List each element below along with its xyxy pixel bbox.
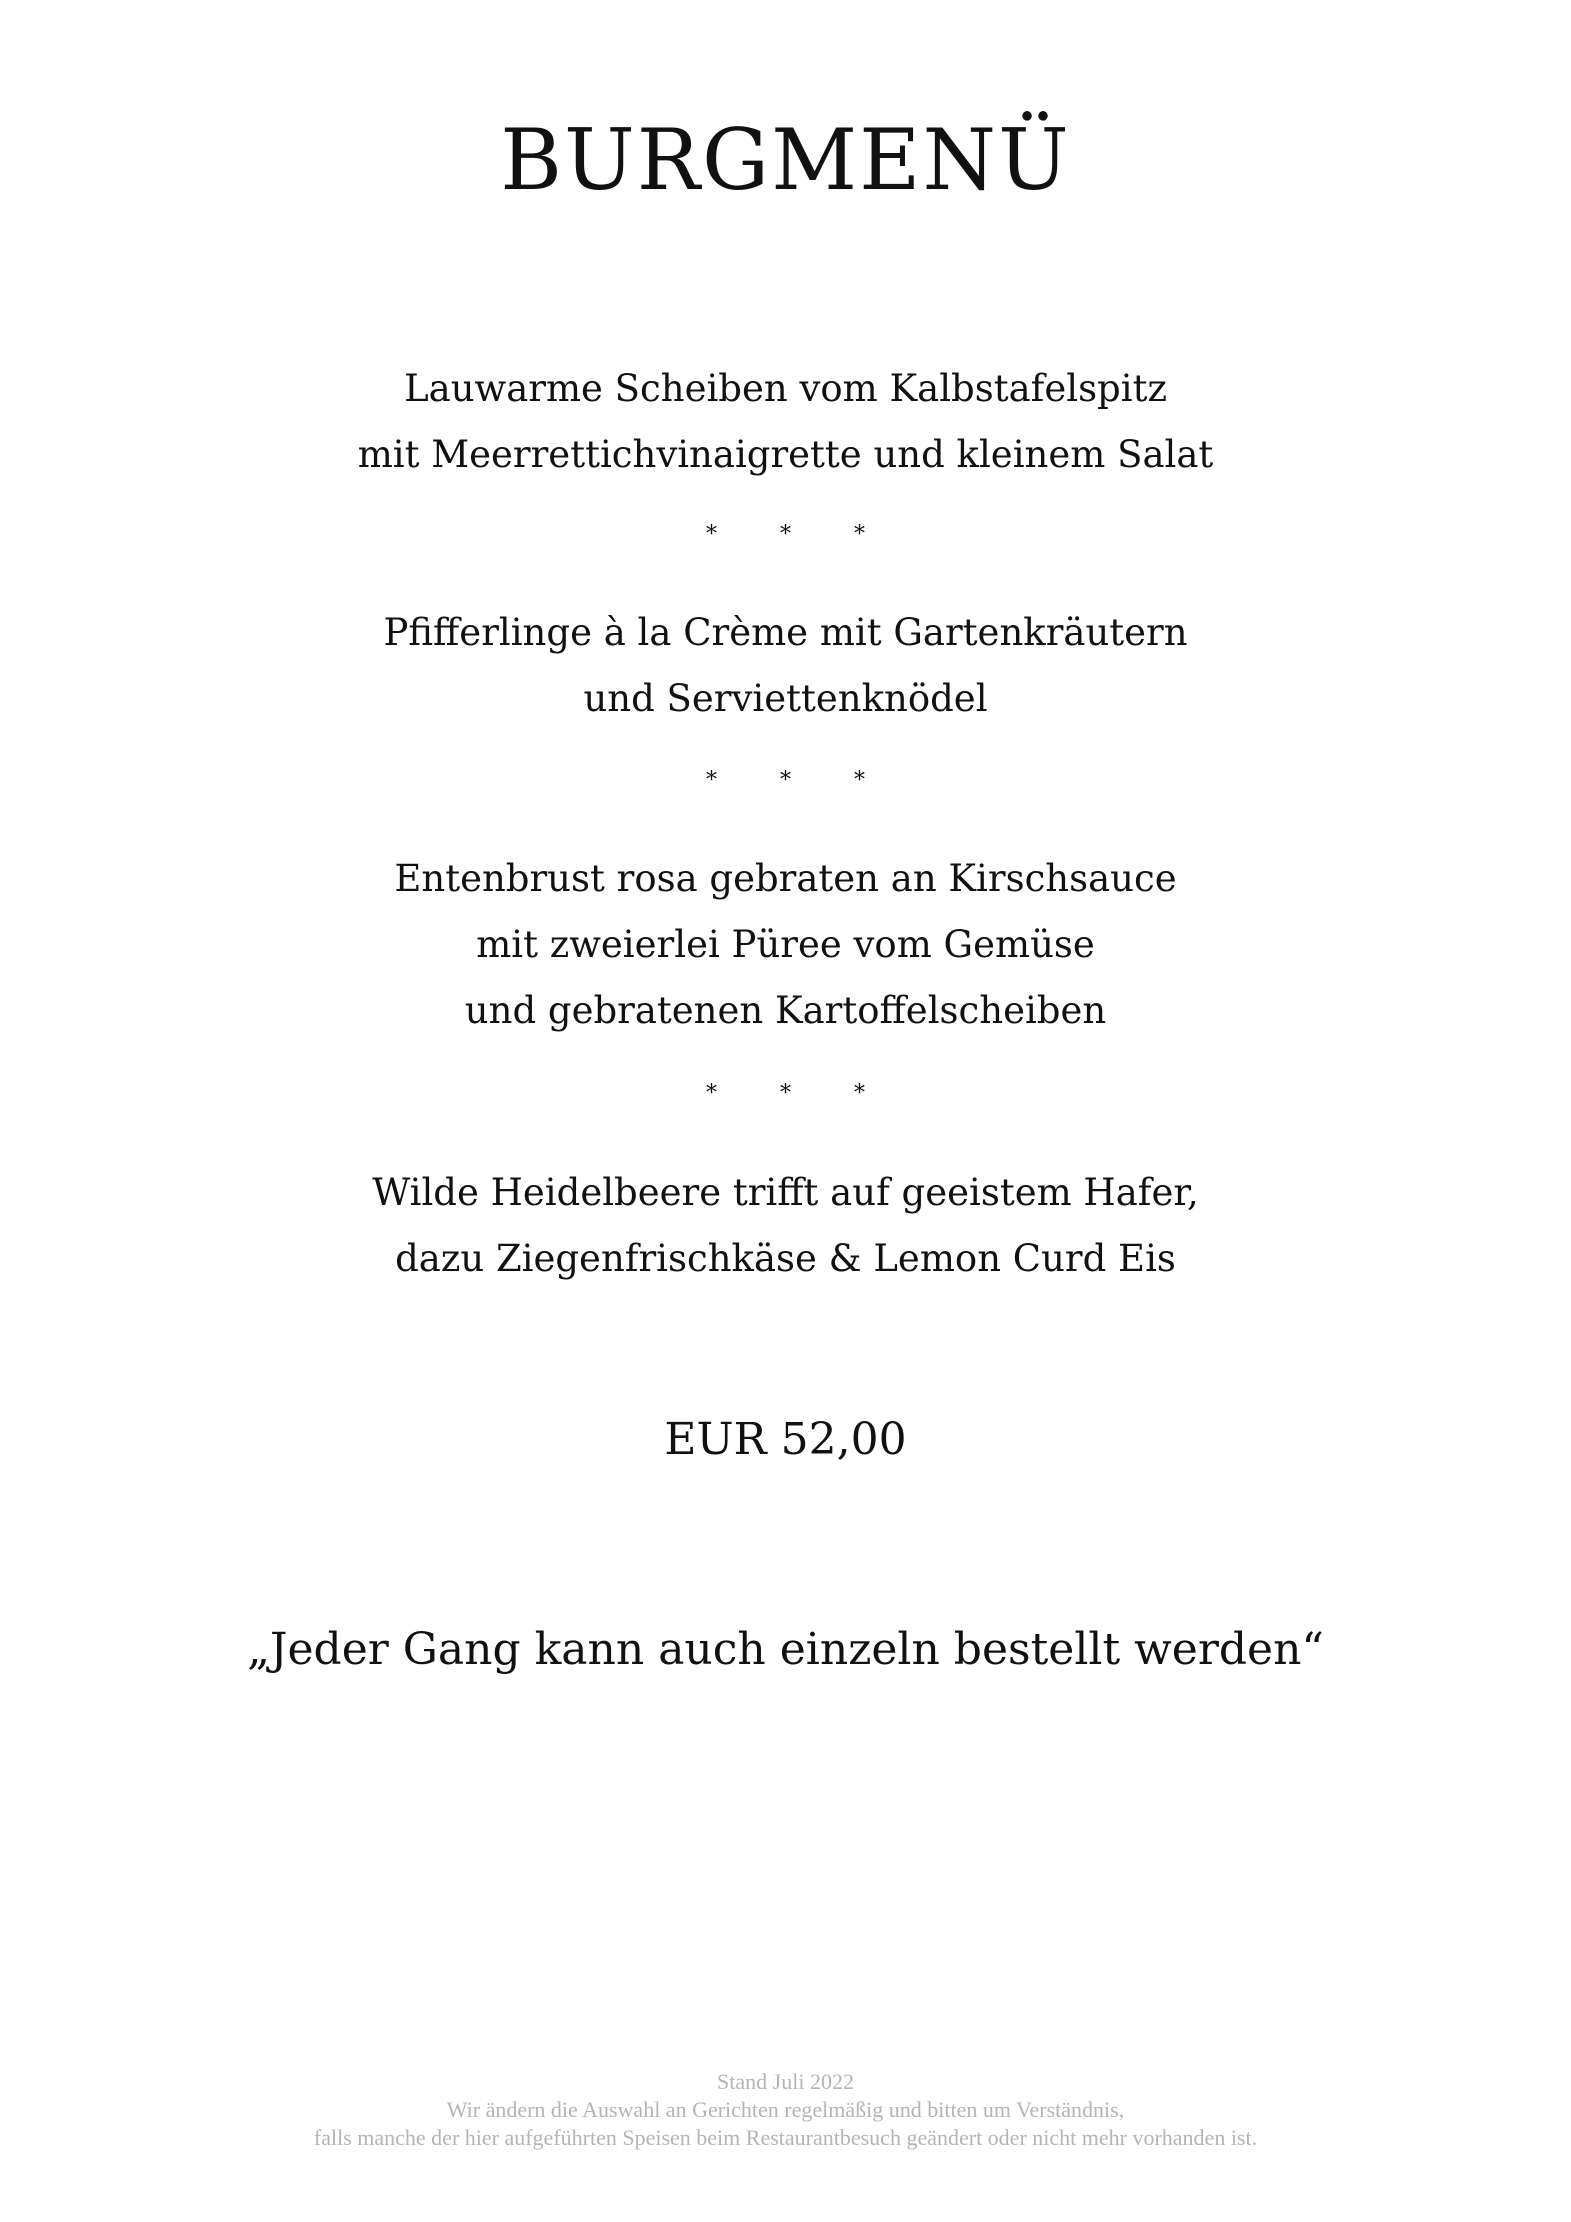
course-4 xyxy=(0,1160,1571,1292)
menu-title: BURGMENÜ xyxy=(500,111,1071,209)
single-course-note: „Jeder Gang kann auch einzeln bestellt werden“ xyxy=(247,1624,1324,1675)
course-2-line-1: Pfifferlinge à la Crème mit Gartenkräutern xyxy=(383,611,1188,654)
course-3-line-1: Entenbrust rosa gebraten an Kirschsauce xyxy=(394,857,1177,900)
course-3-line-3: und gebratenen Kartoffelscheiben xyxy=(464,989,1107,1032)
course-2 xyxy=(0,600,1571,732)
course-4-line-1: Wilde Heidelbeere trifft auf geeistem Hafer, xyxy=(372,1171,1199,1214)
course-separator-2: * * * xyxy=(706,768,893,793)
menu-price: EUR 52,00 xyxy=(664,1414,907,1465)
course-2-line-2: und Serviettenknödel xyxy=(583,677,988,720)
footer-stand: Stand Juli 2022 xyxy=(717,2069,854,2094)
course-4-line-2: dazu Ziegenfrischkäse & Lemon Curd Eis xyxy=(395,1237,1176,1280)
course-separator-1: * * * xyxy=(706,522,893,547)
footer-line-1: Wir ändern die Auswahl an Gerichten regelmäßig und bitten um Verständnis, xyxy=(446,2097,1125,2122)
course-1 xyxy=(0,356,1571,488)
course-1-line-1: Lauwarme Scheiben vom Kalbstafelspitz xyxy=(404,367,1167,410)
course-3 xyxy=(0,846,1571,1044)
footer-disclaimer xyxy=(0,2068,1571,2152)
course-separator-3: * * * xyxy=(706,1081,893,1106)
footer-line-2: falls manche der hier aufgeführten Speisen beim Restaurantbesuch geändert oder nicht mehr vorhanden ist. xyxy=(313,2125,1258,2150)
course-1-line-2: mit Meerrettichvinaigrette und kleinem Salat xyxy=(357,433,1214,476)
course-3-line-2: mit zweierlei Püree vom Gemüse xyxy=(476,923,1095,966)
